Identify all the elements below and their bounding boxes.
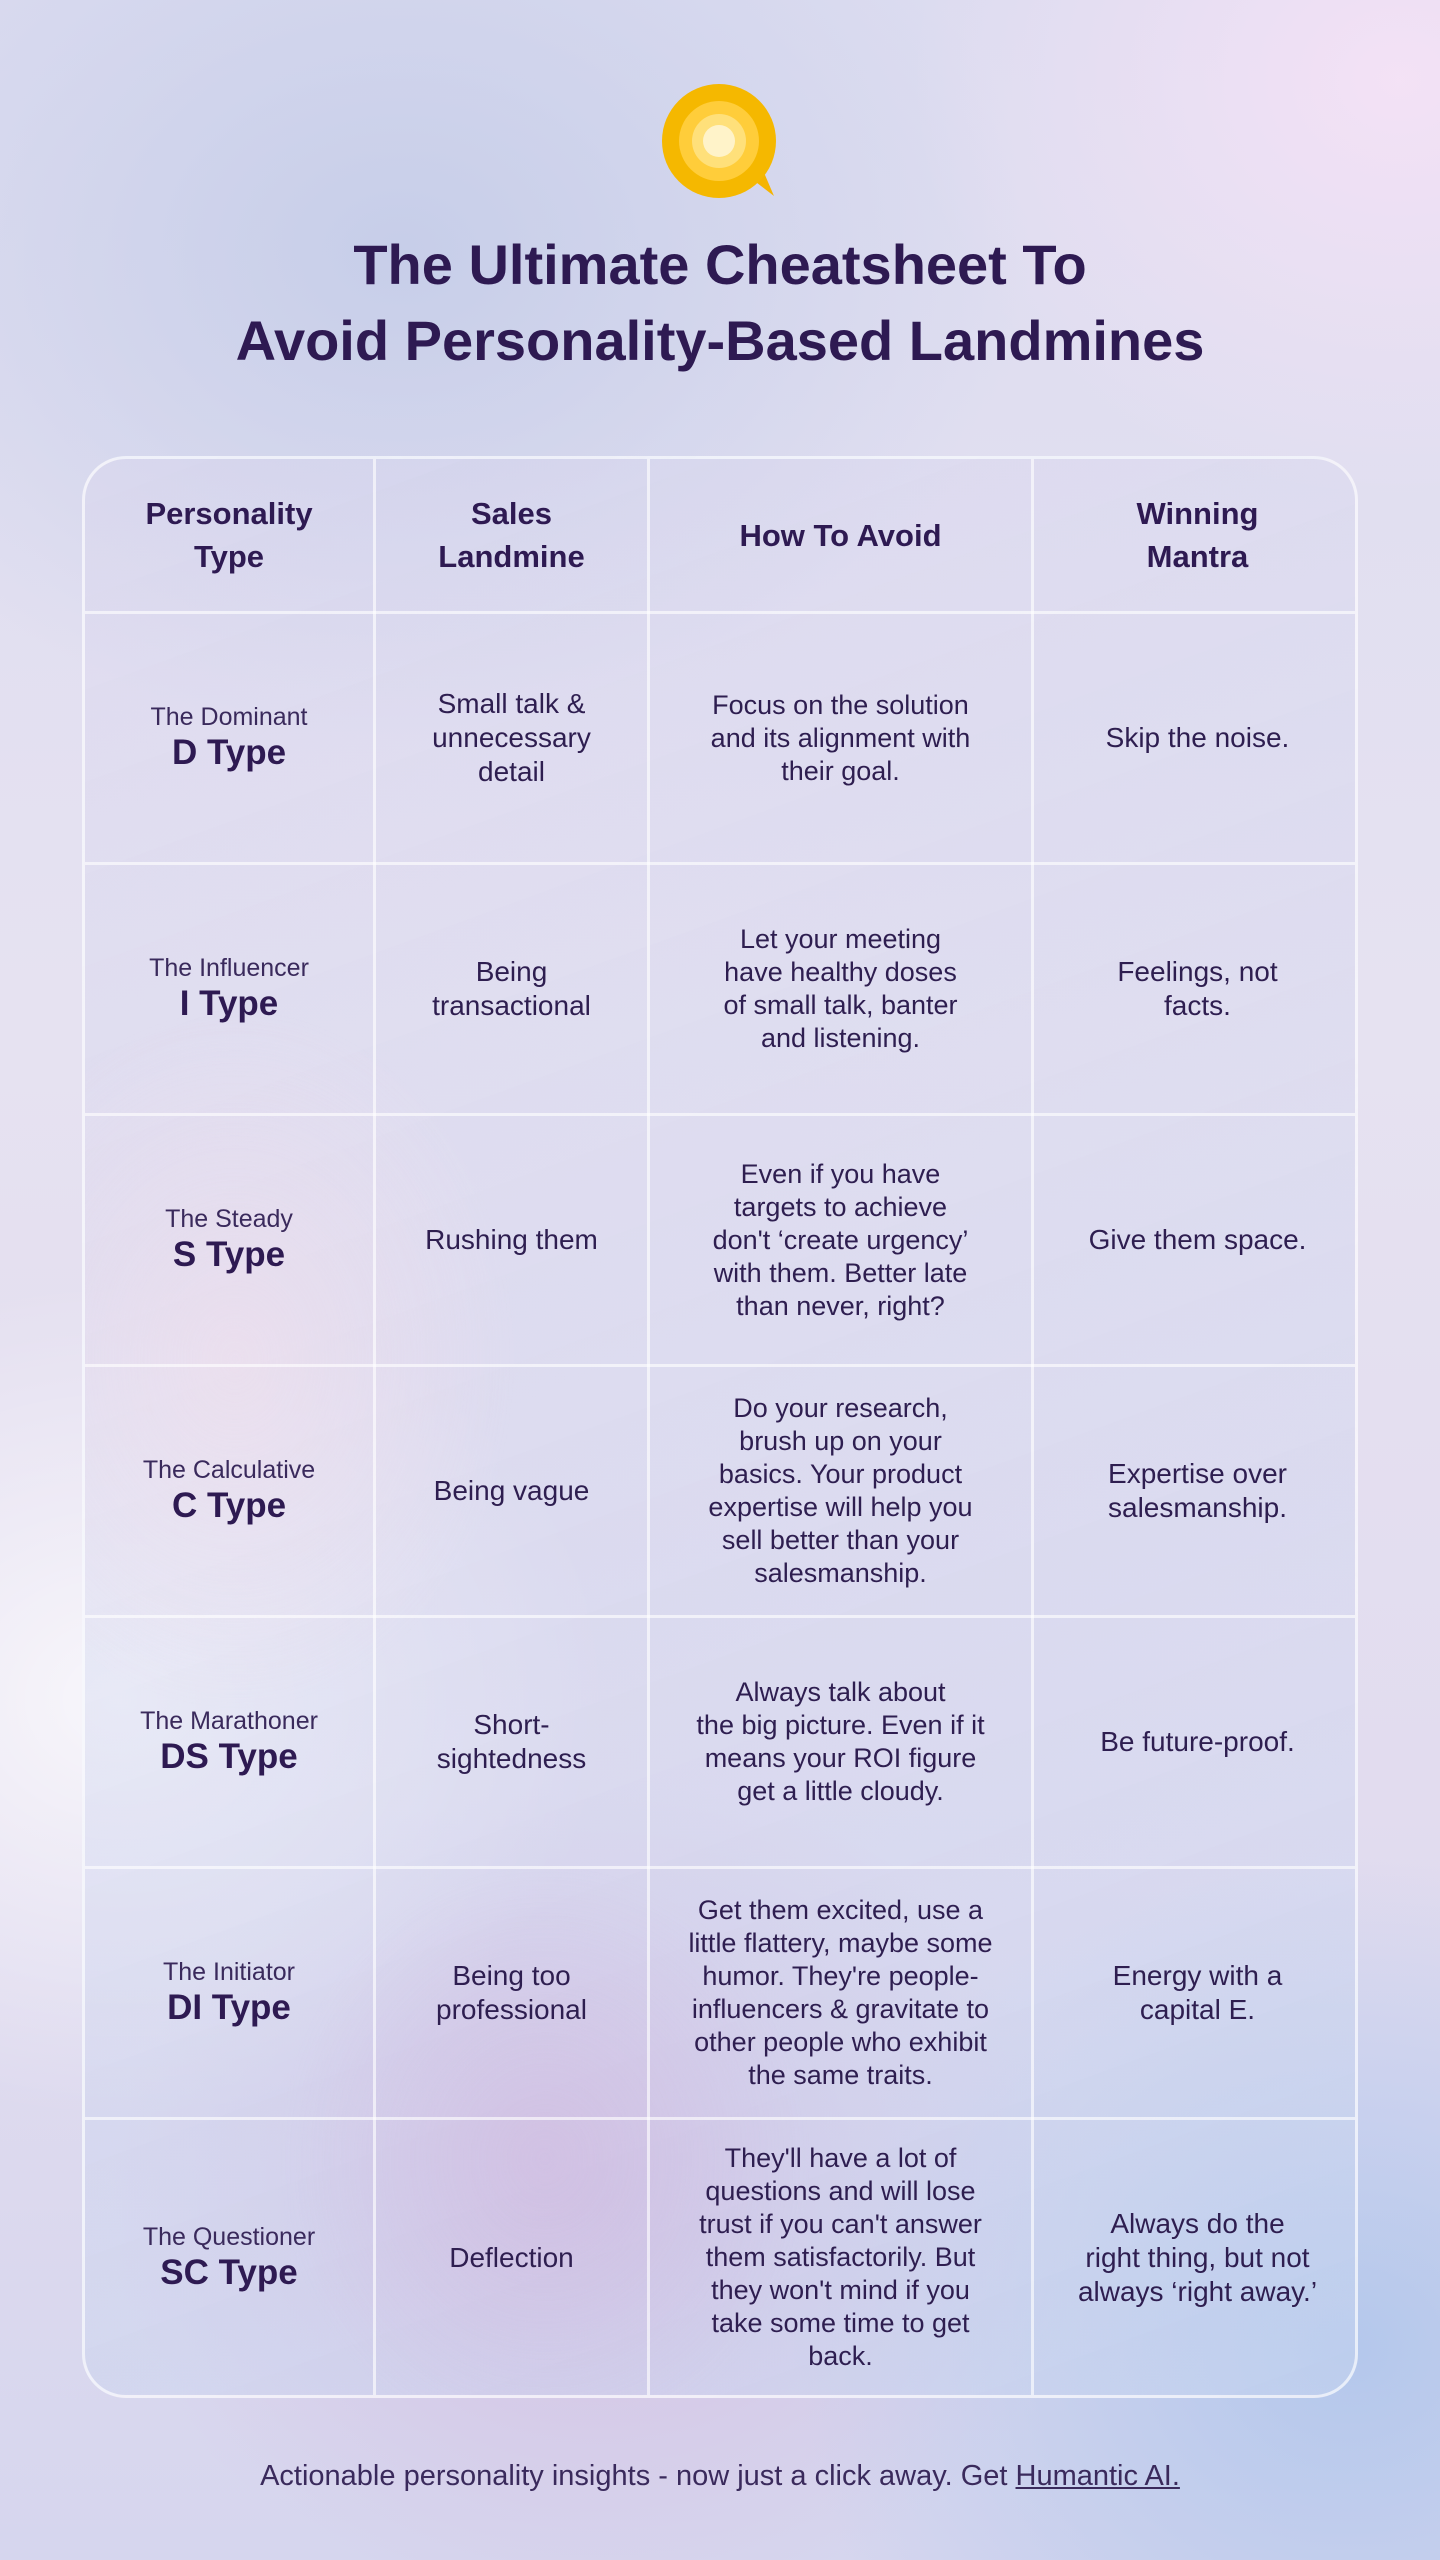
header-text: Sales [470,496,552,531]
cell-text: brush up on your [739,1426,942,1456]
cell-text: Always talk about [735,1677,946,1707]
cell-text: get a little cloudy. [737,1776,944,1806]
cell-text: their goal. [781,755,900,786]
header-how-to-avoid [650,459,1031,611]
header-personality-type [85,459,373,611]
page-title-line-1: The Ultimate Cheatsheet To [353,233,1087,296]
landmine-cell [376,865,647,1113]
cell-text: Let your meeting [739,924,942,954]
page-title-line-2: Avoid Personality-Based Landmines [235,309,1205,372]
how-to-avoid-cell [650,1618,1031,1866]
cell-text: the big picture. Even if it [696,1710,985,1740]
how-to-avoid-cell [650,1367,1031,1615]
personality-type-cell [85,1618,373,1866]
cell-text: facts. [1164,990,1231,1021]
cell-text: professional [436,1994,587,2025]
cell-text: Skip the noise. [1105,722,1290,753]
cell-text: sightedness [436,1743,587,1774]
personality-subtitle: The Influencer [149,954,309,982]
how-to-avoid-cell [650,614,1031,862]
personality-type-cell [85,865,373,1113]
cell-text: back. [808,2341,873,2371]
cell-text: influencers & gravitate to [691,1994,990,2024]
humantic-ai-link[interactable]: Humantic AI. [1015,2460,1180,2492]
cell-text: little flattery, maybe some [688,1928,993,1958]
cell-text: humor. They're people- [702,1961,979,1991]
cell-text: and its alignment with [710,722,971,753]
footer-text: Actionable personality insights - now just a click away. Get [260,2460,1016,2492]
landmine-cell [376,1116,647,1364]
cell-text: detail [478,756,545,787]
landmine-cell [376,2120,647,2395]
mantra-cell [1034,2120,1358,2395]
cell-text: They'll have a lot of [724,2143,957,2173]
personality-type-cell [85,1869,373,2117]
personality-type-cell [85,1367,373,1615]
landmine-cell [376,1367,647,1615]
cell-text: Being [475,956,548,987]
how-to-avoid-cell [650,2120,1031,2395]
cell-text: Feelings, not [1117,956,1278,987]
personality-type-cell [85,614,373,862]
cell-text: Small talk & [437,688,586,719]
landmine-cell [376,1869,647,2117]
how-to-avoid-cell [650,1116,1031,1364]
cell-text: have healthy doses [724,957,957,987]
cell-text: than never, right? [736,1290,945,1321]
mantra-cell [1034,1116,1358,1364]
cell-text: trust if you can't answer [699,2209,982,2239]
cell-text: transactional [432,990,591,1021]
cell-text: Give them space. [1088,1224,1307,1255]
cell-text: they won't mind if you [711,2275,970,2305]
mantra-cell [1034,614,1358,862]
cell-text: Deflection [449,2241,574,2273]
header-text: Winning [1136,496,1259,531]
cell-text: means your ROI figure [704,1743,977,1773]
header-text: Type [193,539,265,574]
cell-text: the same traits. [748,2060,933,2090]
cell-text: of small talk, banter [723,990,958,1020]
personality-type-name: I Type [179,984,279,1023]
personality-subtitle: The Marathoner [140,1707,318,1735]
personality-subtitle: The Calculative [142,1456,316,1484]
cell-text: sell better than your [721,1525,960,1555]
cell-text: questions and will lose [705,2176,976,2206]
landmine-cell [376,1618,647,1866]
cell-text: take some time to get [711,2308,970,2338]
cell-text: right thing, but not [1085,2241,1310,2273]
personality-subtitle: The Initiator [162,1958,295,1986]
cell-text: Do your research, [733,1393,948,1423]
cell-text: and listening. [760,1023,921,1053]
cell-text: Short- [473,1709,550,1740]
personality-subtitle: The Steady [165,1205,293,1233]
personality-subtitle: The Dominant [150,703,308,731]
cell-text: with them. Better late [713,1257,968,1288]
personality-type-cell [85,2120,373,2395]
cell-text: expertise will help you [708,1492,973,1522]
cell-text: Get them excited, use a [697,1895,984,1925]
header-text: Mantra [1146,539,1249,574]
cell-text: Being too [452,1960,571,1991]
cell-text: basics. Your product [718,1459,963,1489]
how-to-avoid-cell [650,865,1031,1113]
mantra-cell [1034,865,1358,1113]
footer-cta [0,2460,1440,2493]
cell-text: them satisfactorily. But [705,2242,976,2272]
mantra-cell [1034,1618,1358,1866]
personality-type-name: DS Type [160,1737,298,1776]
cell-text: Energy with a [1112,1960,1283,1991]
cell-text: Focus on the solution [712,689,969,720]
personality-type-name: D Type [171,733,287,772]
header-text: How To Avoid [739,517,942,553]
cell-text: Always do the [1110,2207,1285,2239]
cell-text: Be future-proof. [1100,1726,1295,1757]
cell-text: capital E. [1139,1994,1256,2025]
landmine-cell [376,614,647,862]
cell-text: don't ‘create urgency’ [712,1224,969,1255]
personality-type-cell [85,1116,373,1364]
cell-text: Even if you have [740,1158,941,1189]
cheatsheet-table [82,456,1358,2398]
personality-type-name: C Type [171,1486,287,1525]
cell-text: always ‘right away.’ [1077,2275,1318,2307]
cell-text: other people who exhibit [694,2027,987,2057]
header-text: Personality [145,496,313,531]
cell-text: salesmanship. [754,1558,927,1588]
cell-text: Expertise over [1108,1458,1287,1489]
mantra-cell [1034,1367,1358,1615]
mantra-cell [1034,1869,1358,2117]
cell-text: unnecessary [432,722,591,753]
personality-subtitle: The Questioner [142,2222,316,2251]
cell-text: targets to achieve [733,1191,948,1222]
header-winning-mantra [1034,459,1358,611]
header-text: Landmine [438,539,585,574]
personality-type-name: S Type [172,1235,286,1274]
cell-text: salesmanship. [1108,1492,1287,1523]
chat-bubble-icon [662,84,780,202]
header-sales-landmine [376,459,647,611]
how-to-avoid-cell [650,1869,1031,2117]
cell-text: Being vague [433,1475,590,1506]
personality-type-name: SC Type [160,2252,298,2292]
personality-type-name: DI Type [167,1988,291,2027]
cell-text: Rushing them [425,1224,598,1255]
